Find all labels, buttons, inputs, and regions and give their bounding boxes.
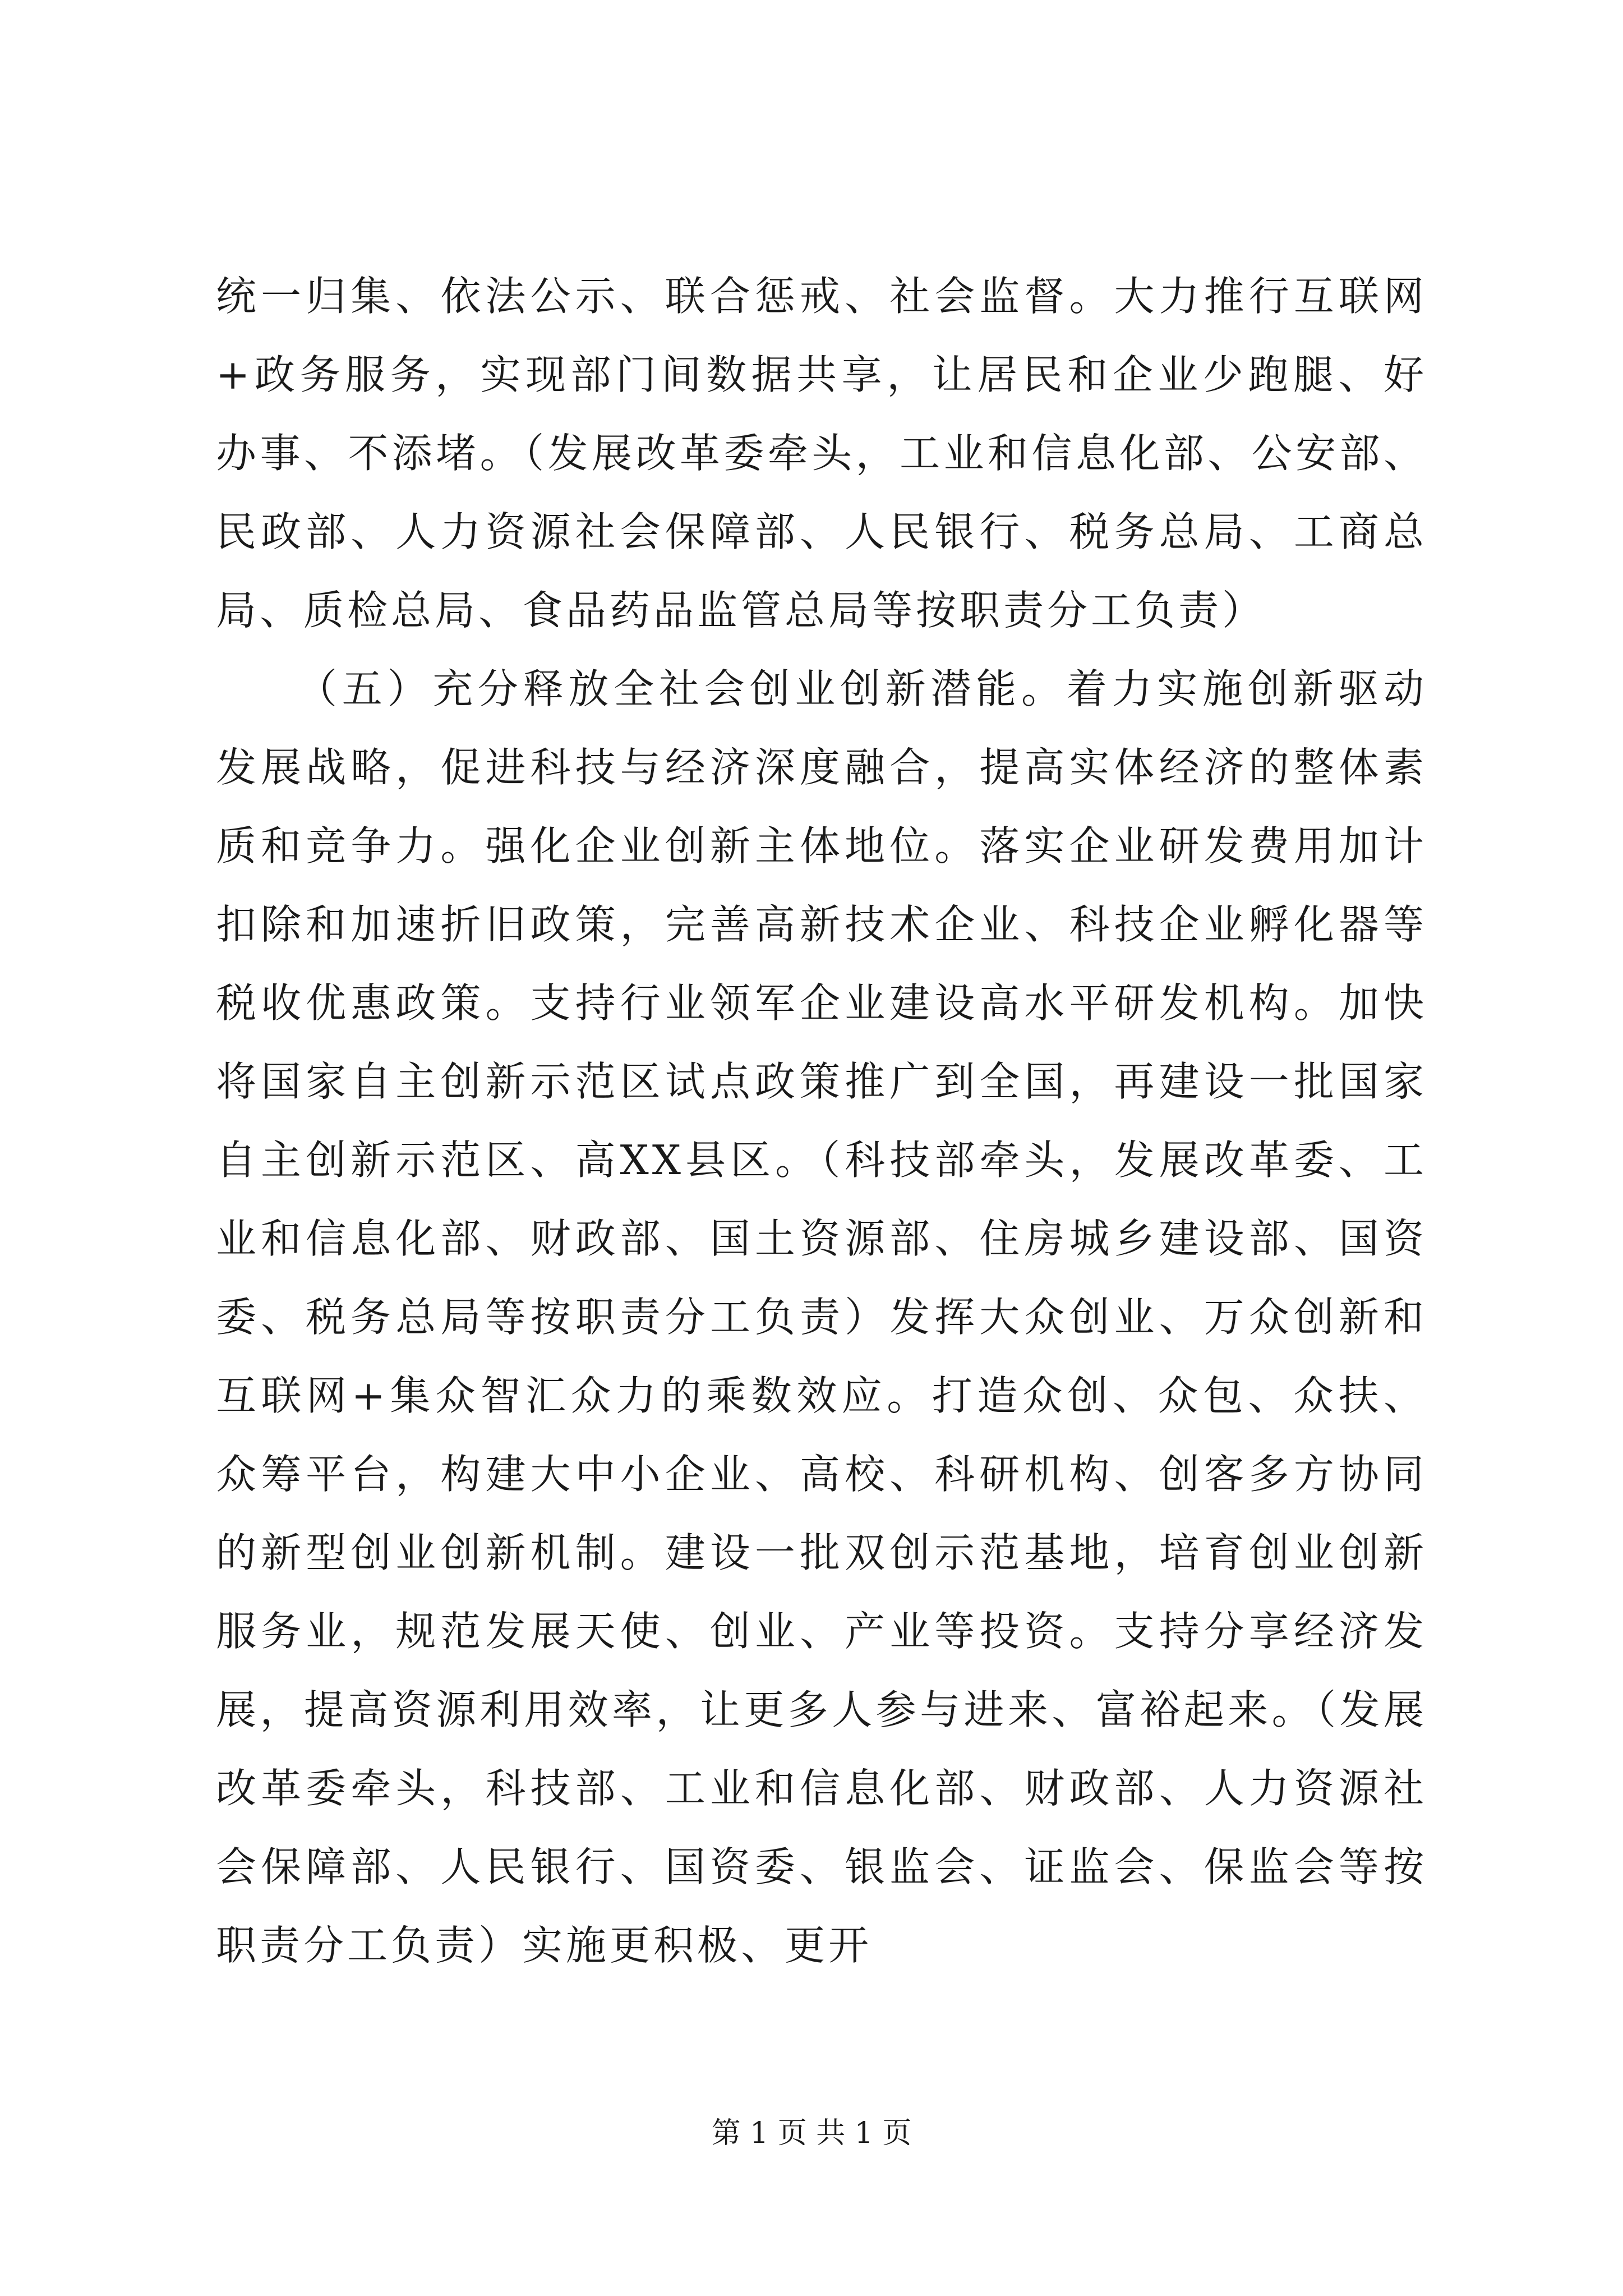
- paragraph-section-five: （五）充分释放全社会创业创新潜能。着力实施创新驱动发展战略，促进科技与经济深度融合，提高实体经济的整体素质和竞争力。强化企业创新主体地位。落实企业研发费用加计扣除和加速折旧政策，完善高新技术企业、科技企业孵化器等税收优惠政策。支持行业领军企业建设高水平研发机构。加快将国家自主创新示范区试点政策推广到全国，再建设一批国家自主创新示范区、高XX县区。（科技部牵头，发展改革委、工业和信息化部、财政部、国土资源部、住房城乡建设部、国资委、税务总局等按职责分工负责）发挥大众创业、万众创新和互联网+集众智汇众力的乘数效应。打造众创、众包、众扶、众筹平台，构建大中小企业、高校、科研机构、创客多方协同的新型创业创新机制。建设一批双创示范基地，培育创业创新服务业，规范发展天使、创业、产业等投资。支持分享经济发展，提高资源利用效率，让更多人参与进来、富裕起来。（发展改革委牵头，科技部、工业和信息化部、财政部、人力资源社会保障部、人民银行、国资委、银监会、证监会、保监会等按职责分工负责）实施更积极、更开: [216, 665, 1427, 1969]
- paragraph-continued: 统一归集、依法公示、联合惩戒、社会监督。大力推行互联网+政务服务，实现部门间数据共享，让居民和企业少跑腿、好办事、不添堵。（发展改革委牵头，工业和信息化部、公安部、民政部、人力资源社会保障部、人民银行、税务总局、工商总局、质检总局、食品药品监管总局等按职责分工负责）: [216, 273, 1427, 634]
- page-number-footer: 第 1 页 共 1 页: [711, 2116, 912, 2150]
- document-body: [216, 257, 1427, 1985]
